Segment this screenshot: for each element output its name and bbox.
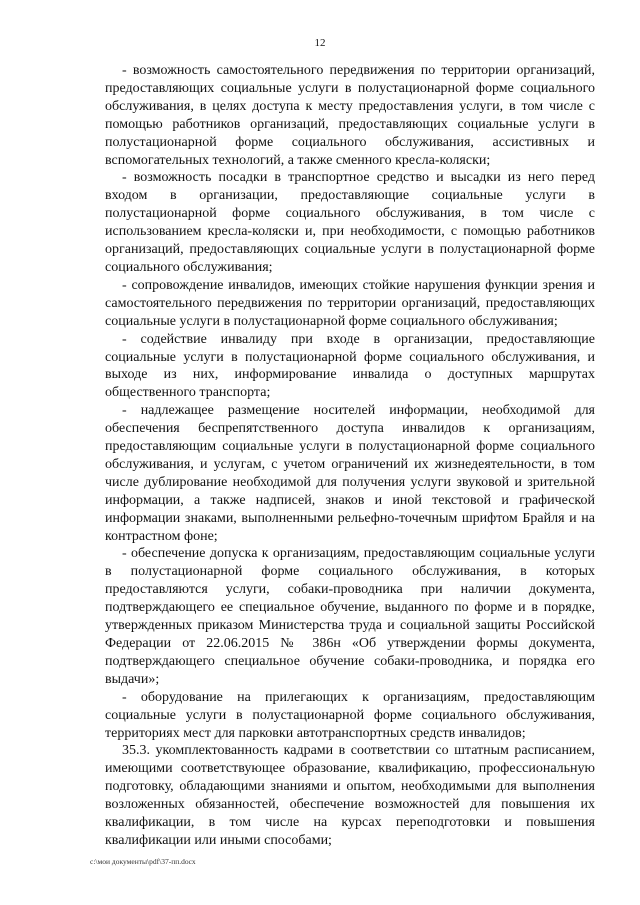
footer-file-path: c:\мои документы\pdf\37-пп.docx [90, 857, 196, 866]
paragraph-movement-access: - возможность самостоятельного передвижения по территории организаций, предоставляющих социальные услуги в полустационарной форме социального обслуживания, в целях доступа к месту предоставления услуги, в том числе с помощью работников организаций, предоставляющих социальные услуги в полустационарной форме социального обслуживания, ассистивных и вспомогательных технологий, а также сменного кресла-коляски; [105, 63, 595, 168]
paragraph-parking-equipment: - оборудование на прилегающих к организациям, предоставляющим социальные услуги в полустационарной форме социального обслуживания, территориях мест для парковки автотранспортных средств инвалидов; [105, 689, 595, 741]
paragraph-transport-boarding: - возможность посадки в транспортное средство и высадки из него перед входом в организации, предоставляющие социальные услуги в полустационарной форме социального обслуживания, в том числе с использованием кресла-коляски и, при необходимости, с помощью работников организаций, предоставляющих социальные услуги в полустационарной форме социального обслуживания; [105, 170, 595, 275]
page-number: 12 [314, 37, 326, 49]
paragraph-staffing: 35.3. укомплектованность кадрами в соответствии со штатным расписанием, имеющими соответствующее образование, квалификацию, профессиональную подготовку, обладающими знаниями и опытом, необходимыми для выполнения возложенных обязанностей, обеспечение возможностей для повышения их квалификации, в том числе на курсах переподготовки и повышения квалификации или иными способами; [105, 743, 595, 848]
paragraph-entry-assistance: - содействие инвалиду при входе в организации, предоставляющие социальные услуги в полустационарной форме социального обслуживания, и выходе из них, информирование инвалида о доступных маршрутах общественного транспорта; [105, 331, 595, 401]
document-body [105, 62, 595, 850]
paragraph-escort-visually-impaired: - сопровождение инвалидов, имеющих стойкие нарушения функции зрения и самостоятельного передвижения по территории организаций, предоставляющих социальные услуги в полустационарной форме социального обслуживания; [105, 277, 595, 329]
paragraph-information-placement: - надлежащее размещение носителей информации, необходимой для обеспечения беспрепятственного доступа инвалидов к организациям, предоставляющим социальные услуги в полустационарной форме социального обслуживания, и услугам, с учетом ограничений их жизнедеятельности, в том числе дублирование необходимой для получения услуги звуковой и зрительной информации, а также надписей, знаков и иной текстовой и графической информации знаками, выполненными рельефно-точечным шрифтом Брайля и на контрастном фоне; [105, 403, 595, 544]
paragraph-guide-dog-access: - обеспечение допуска к организациям, предоставляющим социальные услуги в полустационарной форме социального обслуживания, в которых предоставляются услуги, собаки-проводника при наличии документа, подтверждающего ее специальное обучение, выданного по форме и в порядке, утвержденных приказом Министерства труда и социальной защиты Российской Федерации от 22.06.2015 № 386н «Об утверждении формы документа, подтверждающего специальное обучение собаки-проводника, и порядка его выдачи»; [105, 546, 595, 687]
